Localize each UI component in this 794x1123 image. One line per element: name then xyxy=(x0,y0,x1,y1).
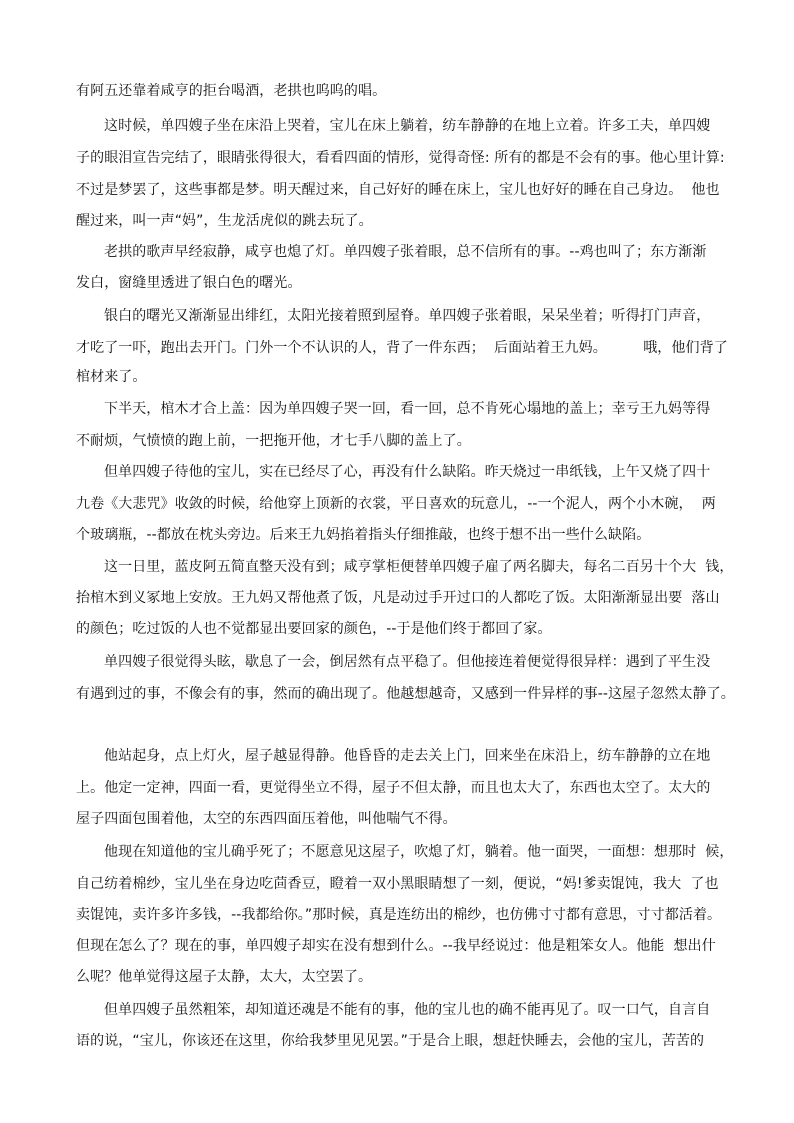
text-line: 有遇到过的事，不像会有的事，然而的确出现了。他越想越奇，又感到一件异样的事--这屋子忽然太静了。 xyxy=(76,686,735,702)
text-line: 才吃了一吓，跑出去开门。门外一个不认识的人，背了一件东西； 后面站着王九妈。 哦，他们背了 xyxy=(76,340,728,356)
text-line: 自己纺着棉纱，宝儿坐在身边吃茴香豆，瞪着一双小黑眼睛想了一刻，便说，“妈!爹卖馄饨，我大 了也 xyxy=(76,876,719,892)
text-line: 不过是梦罢了，这些事都是梦。明天醒过来，自己好好的睡在床上，宝儿也好好的睡在自己身边。 他也 xyxy=(76,182,720,198)
text-line: 有阿五还靠着咸亨的拒台喝酒，老拱也呜呜的唱。 xyxy=(76,83,387,99)
text-line: 这时候，单四嫂子坐在床沿上哭着，宝儿在床上躺着，纺车静静的在地上立着。许多工夫，单四嫂 xyxy=(104,118,711,134)
text-line: 抬棺木到义冢地上安放。王九妈又帮他煮了饭，凡是动过手开过口的人都吃了饭。太阳渐渐显出要 落山 xyxy=(76,590,720,606)
text-line: 语的说，“宝儿，你该还在这里，你给我梦里见见罢。”于是合上眼，想赶快睡去，会他的宝儿，苦苦的 xyxy=(76,1033,705,1049)
text-line: 这一日里，蓝皮阿五简直整天没有到；咸亨掌柜便替单四嫂子雇了两名脚夫，每名二百另十个大 钱， xyxy=(104,559,734,575)
text-line: 九卷《大悲咒》收敛的时候，给他穿上顶新的衣裳，平日喜欢的玩意儿，--一个泥人，两个小木碗， 两 xyxy=(76,496,716,512)
text-line: 子的眼泪宣告完结了，眼睛张得很大，看看四面的情形，觉得奇怪: 所有的都是不会有的事。他心里计算: xyxy=(76,150,725,166)
text-line: 不耐烦，气愤愤的跑上前，一把拖开他，才七手八脚的盖上了。 xyxy=(76,433,471,449)
text-line: 个玻璃瓶，--都放在枕头旁边。后来王九妈掐着指头仔细推敲，也终于想不出一些什么缺陷。 xyxy=(76,527,651,543)
text-line: 屋子四面包围着他，太空的东西四面压着他，叫他喘气不得。 xyxy=(76,811,457,827)
text-line: 单四嫂子很觉得头眩，歇息了一会，倒居然有点平稳了。但他接连着便觉得很异样：遇到了平生没 xyxy=(104,654,711,670)
text-line: 银白的曙光又渐渐显出绯红，太阳光接着照到屋脊。单四嫂子张着眼，呆呆坐着；听得打门声音， xyxy=(104,308,711,324)
text-line: 但单四嫂子虽然粗笨，却知道还魂是不能有的事，他的宝儿也的确不能再见了。叹一口气，自言自 xyxy=(104,1002,711,1018)
text-line: 发白，窗缝里透进了银白色的曙光。 xyxy=(76,275,302,291)
text-line: 的颜色；吃过饭的人也不觉都显出要回家的颜色，--于是他们终于都回了家。 xyxy=(76,621,552,637)
text-line: 卖馄饨，卖许多许多钱，--我都给你。”那时候，真是连纺出的棉纱，也仿佛寸寸都有意思，寸寸都活着。 xyxy=(76,907,722,923)
text-line: 下半天，棺木才合上盖：因为单四嫂子哭一回，看一回，总不肯死心塌地的盖上；幸亏王九妈等得 xyxy=(104,401,711,417)
text-line: 他现在知道他的宝儿确乎死了；不愿意见这屋子，吹熄了灯，躺着。他一面哭，一面想：想那时 候， xyxy=(104,844,734,860)
text-line: 但单四嫂子待他的宝儿，实在已经尽了心，再没有什么缺陷。昨天烧过一串纸钱，上午又烧了四十 xyxy=(104,464,711,480)
text-line: 老拱的歌声早经寂静，咸亨也熄了灯。单四嫂子张着眼，总不信所有的事。--鸡也叫了；东方渐渐 xyxy=(104,244,707,260)
text-line: 他站起身，点上灯火，屋子越显得静。他昏昏的走去关上门，回来坐在床沿上，纺车静静的立在地 xyxy=(104,748,711,764)
text-line: 上。他定一定神，四面一看，更觉得坐立不得，屋子不但太静，而且也太大了，东西也太空了。太大的 xyxy=(76,780,711,796)
text-line: 但现在怎么了？现在的事，单四嫂子却实在没有想到什么。--我早经说过：他是粗笨女人。他能 想出什 xyxy=(76,938,716,954)
text-line: 醒过来，叫一声“妈”，生龙活虎似的跳去玩了。 xyxy=(76,213,373,229)
text-line: 棺材来了。 xyxy=(76,369,147,385)
text-line: 么呢？他单觉得这屋子太静，太大，太空罢了。 xyxy=(76,969,373,985)
